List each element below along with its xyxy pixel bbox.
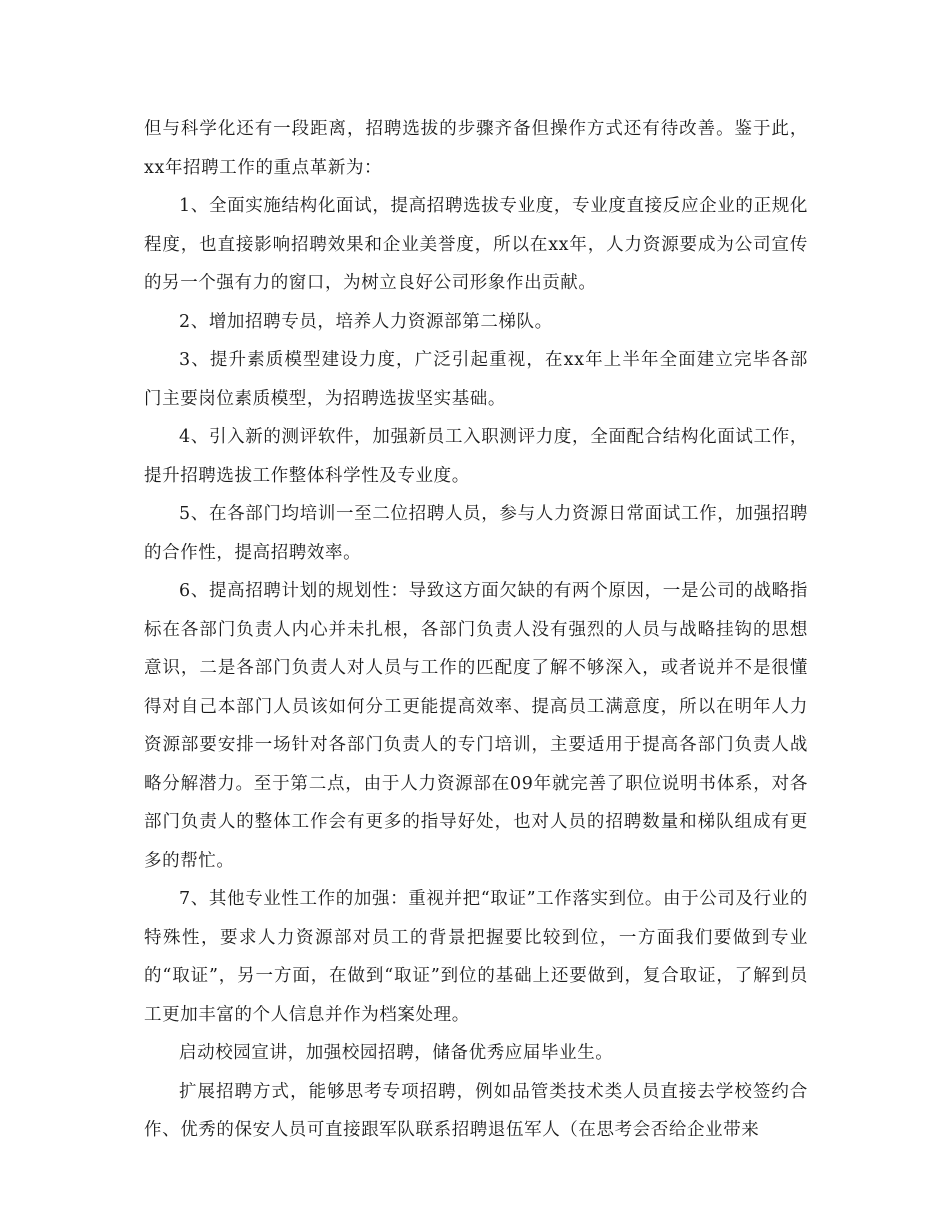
paragraph-intro: 但与科学化还有一段距离，招聘选拔的步骤齐备但操作方式还有待改善。鉴于此，xx年招聘工作的重点革新为：: [144, 119, 808, 178]
paragraph-item-5: 5、在各部门均培训一至二位招聘人员，参与人力资源日常面试工作，加强招聘的合作性，提高招聘效率。: [144, 504, 808, 563]
paragraph-item-1: 1、全面实施结构化面试，提高招聘选拔专业度，专业度直接反应企业的正规化程度，也直接影响招聘效果和企业美誉度，所以在xx年，人力资源要成为公司宣传的另一个强有力的窗口，为树立良好公司形象作出贡献。: [144, 196, 808, 293]
paragraph-item-4: 4、引入新的测评软件，加强新员工入职测评力度，全面配合结构化面试工作，提升招聘选拔工作整体科学性及专业度。: [144, 427, 808, 486]
paragraph-item-3: 3、提升素质模型建设力度，广泛引起重视，在xx年上半年全面建立完毕各部门主要岗位素质模型，为招聘选拔坚实基础。: [144, 350, 808, 409]
paragraph-expand-recruiting: 扩展招聘方式，能够思考专项招聘，例如品管类技术类人员直接去学校签约合作、优秀的保安人员可直接跟军队联系招聘退伍军人（在思考会否给企业带来: [144, 1081, 808, 1140]
document-body: [144, 110, 808, 1150]
paragraph-item-6: 6、提高招聘计划的规划性：导致这方面欠缺的有两个原因，一是公司的战略指标在各部门负责人内心并未扎根，各部门负责人没有强烈的人员与战略挂钩的思想意识，二是各部门负责人对人员与工作的匹配度了解不够深入，或者说并不是很懂得对自己本部门人员该如何分工更能提高效率、提高员工满意度，所以在明年人力资源部要安排一场针对各部门负责人的专门培训，主要适用于提高各部门负责人战略分解潜力。至于第二点，由于人力资源部在09年就完善了职位说明书体系，对各部门负责人的整体工作会有更多的指导好处，也对人员的招聘数量和梯队组成有更多的帮忙。: [144, 581, 808, 871]
paragraph-item-2: 2、增加招聘专员，培养人力资源部第二梯队。: [179, 311, 553, 332]
paragraph-campus-recruiting: 启动校园宣讲，加强校园招聘，储备优秀应届毕业生。: [179, 1043, 614, 1063]
paragraph-item-7: 7、其他专业性工作的加强：重视并把“取证”工作落实到位。由于公司及行业的特殊性，要求人力资源部对员工的背景把握要比较到位，一方面我们要做到专业的“取证”，另一方面，在做到“取证”到位的基础上还要做到，复合取证，了解到员工更加丰富的个人信息并作为档案处理。: [144, 889, 808, 1025]
